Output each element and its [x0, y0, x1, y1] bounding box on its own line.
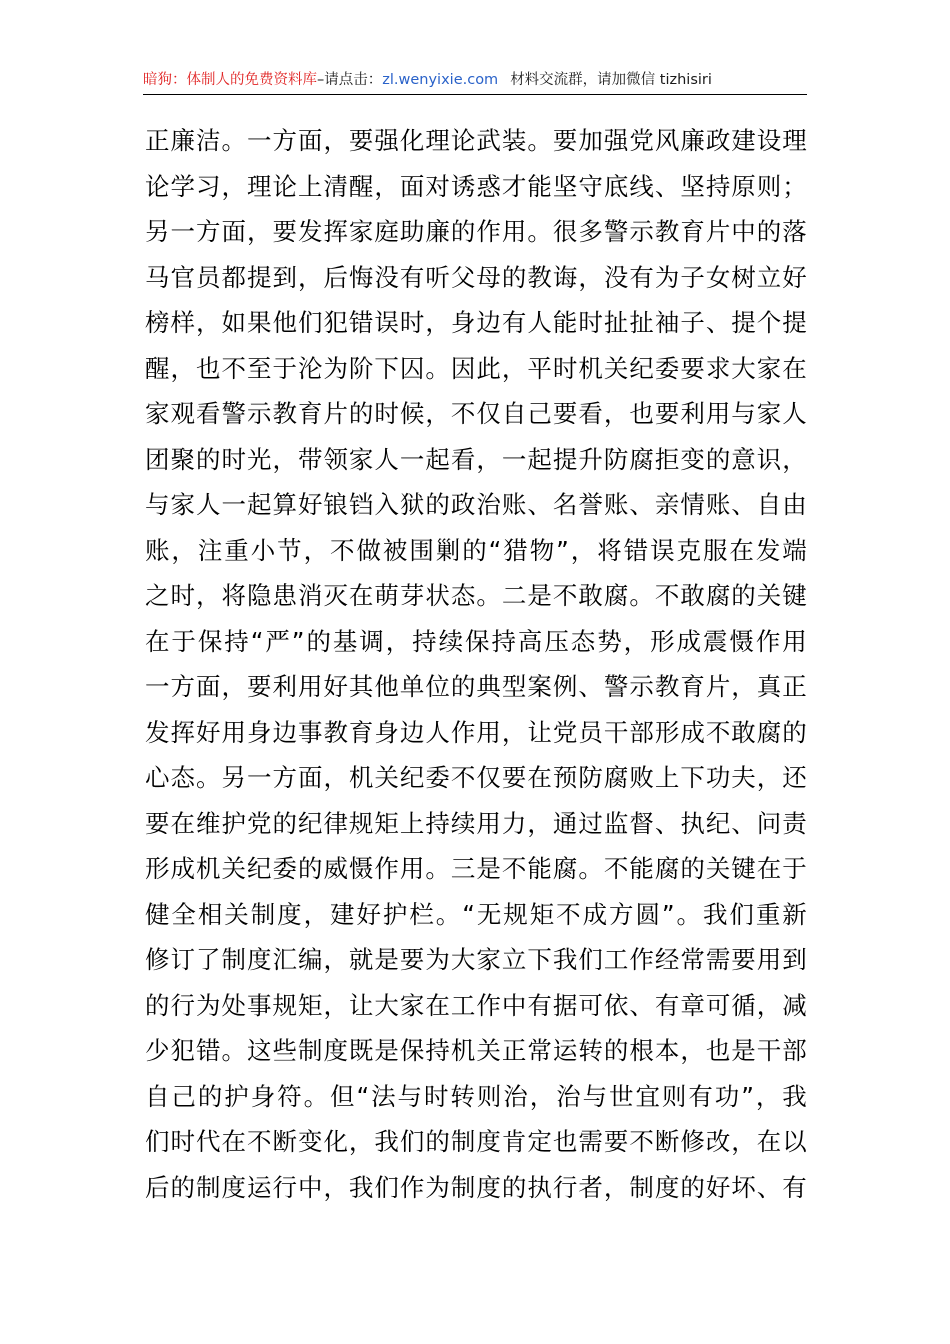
text-line: 之时，将隐患消灭在萌芽状态。二是不敢腐。不敢腐的关键 [145, 581, 807, 610]
text-line: 榜样，如果他们犯错误时，身边有人能时扯扯袖子、提个提 [145, 308, 807, 337]
text-line: 后的制度运行中，我们作为制度的执行者，制度的好坏、有 [145, 1172, 807, 1202]
text-line: 修订了制度汇编，就是要为大家立下我们工作经常需要用到 [145, 945, 807, 974]
text-line: 心态。另一方面，机关纪委不仅要在预防腐败上下功夫，还 [145, 763, 807, 792]
text-line: 一方面，要利用好其他单位的典型案例、警示教育片，真正 [145, 672, 807, 701]
text-line: 要在维护党的纪律规矩上持续用力，通过监督、执纪、问责 [145, 808, 807, 838]
text-line: 另一方面，要发挥家庭助廉的作用。很多警示教育片中的落 [145, 217, 807, 246]
text-line: 团聚的时光，带领家人一起看，一起提升防腐拒变的意识， [145, 444, 807, 474]
page-header [143, 68, 807, 94]
text-line: 自己的护身符。但“法与时转则治，治与世宜则有功”，我 [145, 1081, 807, 1111]
text-line: 马官员都提到，后悔没有听父母的教诲，没有为子女树立好 [145, 262, 807, 292]
text-line: 的行为处事规矩，让大家在工作中有据可依、有章可循，减 [145, 990, 807, 1020]
header-url-link[interactable]: zl.wenyixie.com [382, 72, 499, 88]
header-divider [143, 94, 807, 95]
text-line: 健全相关制度，建好护栏。“无规矩不成方圆”。我们重新 [145, 899, 807, 929]
text-line: 论学习，理论上清醒，面对诱惑才能坚守底线、坚持原则； [145, 171, 807, 201]
text-line: 正廉洁。一方面，要强化理论武装。要加强党风廉政建设理 [145, 126, 807, 155]
text-line: 在于保持“严”的基调，持续保持高压态势，形成震慑作用 [145, 626, 807, 656]
header-brand: 暗狗：体制人的免费资料库 [143, 72, 317, 88]
text-line: 发挥好用身边事教育身边人作用，让党员干部形成不敢腐的 [145, 717, 807, 747]
text-line: 醒，也不至于沦为阶下囚。因此，平时机关纪委要求大家在 [145, 353, 807, 383]
text-line: 账，注重小节，不做被围剿的“猎物”，将错误克服在发端 [145, 535, 807, 565]
text-line: 与家人一起算好锒铛入狱的政治账、名誉账、亲情账、自由 [145, 490, 807, 519]
text-line: 家观看警示教育片的时候，不仅自己要看，也要利用与家人 [145, 399, 807, 428]
text-line: 形成机关纪委的威慑作用。三是不能腐。不能腐的关键在于 [145, 854, 807, 883]
text-line: 少犯错。这些制度既是保持机关正常运转的根本，也是干部 [145, 1036, 807, 1065]
header-click-prefix: –请点击： [317, 72, 383, 88]
text-line: 们时代在不断变化，我们的制度肯定也需要不断修改，在以 [145, 1127, 807, 1156]
document-body [145, 118, 807, 1210]
header-contact: 材料交流群，请加微信 tizhisiri [510, 72, 712, 88]
